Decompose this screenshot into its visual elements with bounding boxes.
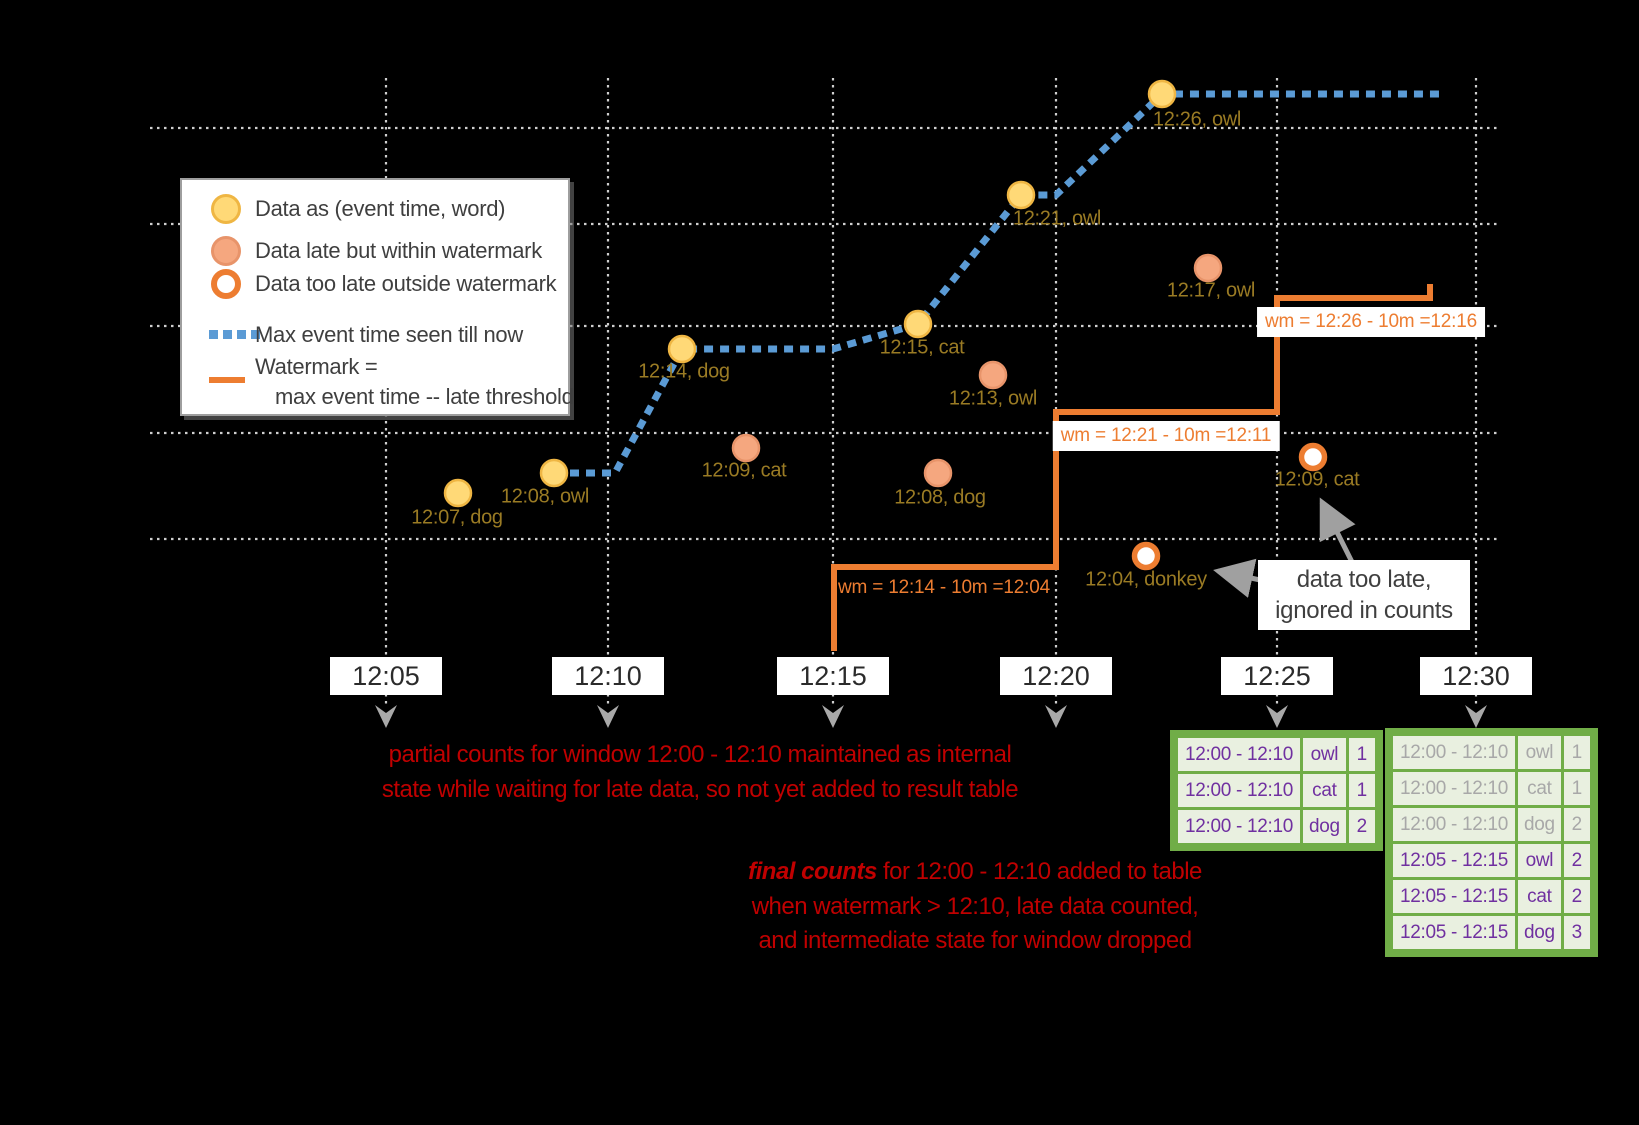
table-row <box>1178 810 1375 843</box>
table-row <box>1393 844 1590 877</box>
table-row <box>1393 772 1590 805</box>
final-counts-emphasis: final counts <box>748 858 883 885</box>
legend-label: Max event time seen till now <box>255 322 523 347</box>
legend <box>180 178 574 416</box>
point-late <box>1195 255 1221 281</box>
final-counts-note-line1 <box>748 858 1202 886</box>
count-cell: 1 <box>1564 772 1590 805</box>
tick-12-25: 12:25 <box>1221 657 1333 695</box>
legend-label: Data as (event time, word) <box>255 196 506 221</box>
window-cell: 12:05 - 12:15 <box>1393 916 1515 949</box>
word-cell: owl <box>1518 844 1561 877</box>
too-late-line1: data too late, <box>1296 566 1432 593</box>
window-cell: 12:00 - 12:10 <box>1393 808 1515 841</box>
point-on-time <box>445 480 471 506</box>
count-cell: 2 <box>1564 880 1590 913</box>
point-too-late <box>1135 545 1158 568</box>
table-row <box>1393 736 1590 769</box>
window-cell: 12:05 - 12:15 <box>1393 844 1515 877</box>
result-table-1 <box>1170 730 1383 851</box>
axis-arrowheads <box>375 705 1487 728</box>
legend-label: Data too late outside watermark <box>255 271 557 296</box>
word-cell: owl <box>1518 736 1561 769</box>
word-cell: dog <box>1518 808 1561 841</box>
window-cell: 12:00 - 12:10 <box>1178 774 1300 807</box>
blue-dash-sample-icon <box>209 330 260 339</box>
point-label: 12:04, donkey <box>1085 568 1207 591</box>
table-row <box>1393 880 1590 913</box>
word-cell: cat <box>1518 772 1561 805</box>
orange-line-sample-icon <box>209 377 245 383</box>
too-late-callout <box>1258 560 1470 630</box>
point-late <box>733 435 759 461</box>
window-cell: 12:00 - 12:10 <box>1393 736 1515 769</box>
table-row <box>1393 916 1590 949</box>
word-cell: owl <box>1303 738 1346 771</box>
legend-label: Watermark = <box>255 354 378 379</box>
point-label: 12:08, owl <box>500 485 590 508</box>
on-time-dot-icon <box>211 194 241 224</box>
point-late <box>980 362 1006 388</box>
too-late-dot-icon <box>211 269 241 299</box>
word-cell: cat <box>1303 774 1346 807</box>
max-event-time-line <box>554 94 1442 473</box>
point-label: 12:07, dog <box>411 506 503 529</box>
word-cell: dog <box>1518 916 1561 949</box>
watermark-label-3: wm = 12:26 - 10m =12:16 <box>1257 307 1485 337</box>
point-label: 12:14, dog <box>638 360 730 383</box>
count-cell: 2 <box>1564 808 1590 841</box>
count-cell: 2 <box>1349 810 1375 843</box>
point-label: 12:17, owl <box>1166 279 1256 302</box>
point-label: 12:13, owl <box>948 387 1038 410</box>
partial-counts-note-line1: partial counts for window 12:00 - 12:10 maintained as internal <box>388 741 1012 768</box>
result-table-2 <box>1385 728 1598 957</box>
legend-label: max event time -- late threshold <box>275 384 574 409</box>
point-late <box>925 460 951 486</box>
window-cell: 12:00 - 12:10 <box>1393 772 1515 805</box>
window-cell: 12:00 - 12:10 <box>1178 810 1300 843</box>
window-cell: 12:00 - 12:10 <box>1178 738 1300 771</box>
legend-label: Data late but within watermark <box>255 238 542 263</box>
point-label: 12:09, cat <box>1274 468 1360 491</box>
count-cell: 2 <box>1564 844 1590 877</box>
final-counts-note-line2: when watermark > 12:10, late data counted, <box>751 893 1199 920</box>
tick-12-05: 12:05 <box>330 657 442 695</box>
point-label: 12:26, owl <box>1152 108 1242 131</box>
tick-12-20: 12:20 <box>1000 657 1112 695</box>
word-cell: cat <box>1518 880 1561 913</box>
tick-12-15: 12:15 <box>777 657 889 695</box>
table-row <box>1393 808 1590 841</box>
point-too-late <box>1302 446 1325 469</box>
point-on-time <box>669 336 695 362</box>
count-cell: 1 <box>1564 736 1590 769</box>
watermark-label-1: wm = 12:14 - 10m =12:04 <box>838 577 1050 598</box>
final-counts-note-line3: and intermediate state for window dropped <box>758 927 1192 954</box>
point-on-time <box>1008 182 1034 208</box>
word-cell: dog <box>1303 810 1346 843</box>
count-cell: 1 <box>1349 774 1375 807</box>
point-label: 12:09, cat <box>701 459 787 482</box>
final-counts-line1-rest: for 12:00 - 12:10 added to table <box>882 858 1202 885</box>
table-row <box>1178 738 1375 771</box>
watermark-label-2: wm = 12:21 - 10m =12:11 <box>1053 421 1280 451</box>
arrow-to-late-cat <box>1322 502 1352 562</box>
count-cell: 1 <box>1349 738 1375 771</box>
too-late-line2: ignored in counts <box>1275 597 1453 624</box>
point-label: 12:15, cat <box>879 336 965 359</box>
table-row <box>1178 774 1375 807</box>
point-label: 12:08, dog <box>894 486 986 509</box>
point-on-time <box>905 311 931 337</box>
point-label: 12:21, owl <box>1012 207 1102 230</box>
point-on-time <box>1149 81 1175 107</box>
tick-12-10: 12:10 <box>552 657 664 695</box>
tick-12-30: 12:30 <box>1420 657 1532 695</box>
window-cell: 12:05 - 12:15 <box>1393 880 1515 913</box>
partial-counts-note-line2: state while waiting for late data, so not yet added to result table <box>381 776 1019 803</box>
late-dot-icon <box>211 236 241 266</box>
count-cell: 3 <box>1564 916 1590 949</box>
point-on-time <box>541 460 567 486</box>
